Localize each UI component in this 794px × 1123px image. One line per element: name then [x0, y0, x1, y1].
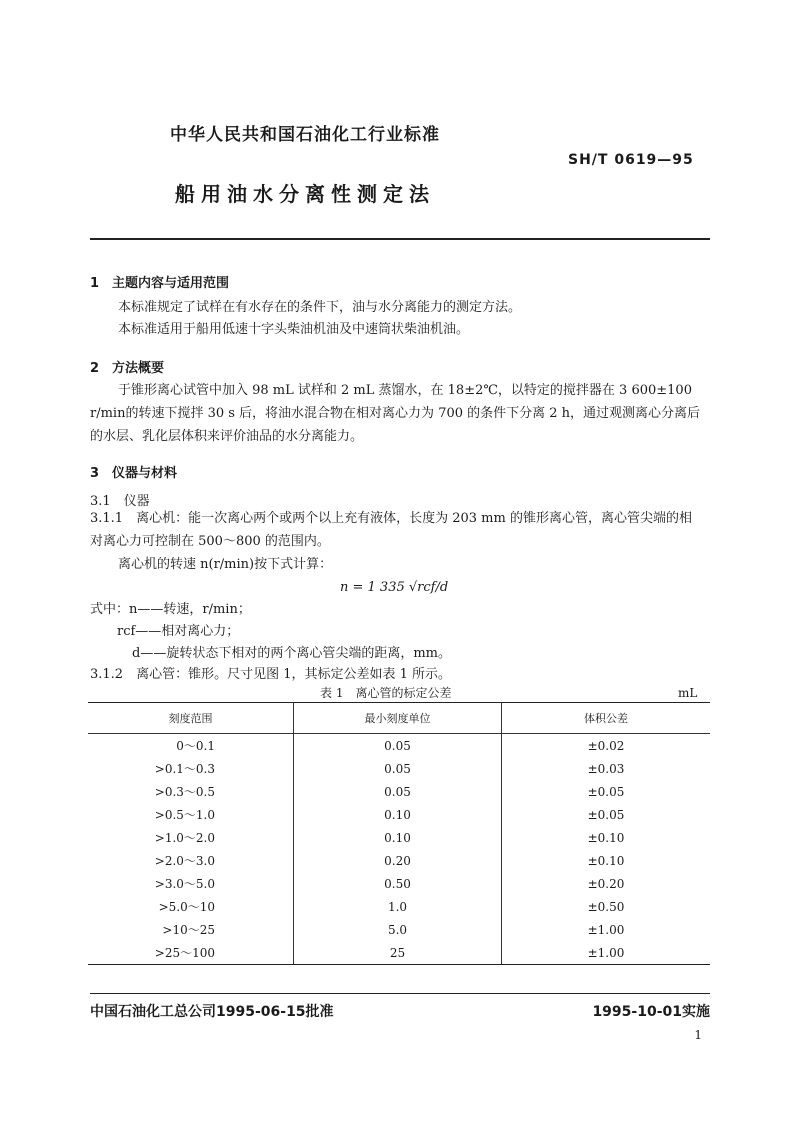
min-division-cell: 0.05: [294, 757, 502, 780]
range-cell: >1.0～2.0: [154, 831, 215, 845]
section-1-title: 1 主题内容与适用范围: [90, 276, 230, 291]
table-row: [88, 849, 710, 872]
table-row: [88, 826, 710, 849]
header-volume-tolerance: 体积公差: [502, 703, 711, 734]
section-2-line-2: r/min的转速下搅拌 30 s 后，将油水混合物在相对离心力为 700 的条件下分离 2 h，通过观测离心分离后: [90, 406, 701, 421]
table-row: [88, 941, 710, 965]
range-cell: >5.0～10: [158, 900, 215, 914]
range-cell: >10～25: [162, 923, 215, 937]
where-d: d——旋转状态下相对的两个离心管尖端的距离，mm。: [132, 646, 451, 661]
header-min-division: 最小刻度单位: [294, 703, 502, 734]
range-cell: >25～100: [154, 946, 215, 960]
tolerance-cell: ±1.00: [502, 918, 711, 941]
rpm-formula: n = 1 335 √rcf/d: [340, 580, 449, 595]
tolerance-cell: ±0.10: [502, 849, 711, 872]
min-division-cell: 0.05: [294, 780, 502, 803]
tolerance-cell: ±0.03: [502, 757, 711, 780]
section-1-paragraph-1: 本标准规定了试样在有水存在的条件下，油与水分离能力的测定方法。: [118, 300, 522, 315]
table-header-row: [88, 703, 710, 734]
header-rule: [90, 238, 710, 240]
tolerance-cell: ±0.02: [502, 734, 711, 758]
section-3-1-2: 3.1.2 离心管：锥形。尺寸见图 1，其标定公差如表 1 所示。: [90, 667, 452, 682]
range-cell: >0.3～0.5: [154, 785, 215, 799]
tolerance-table: [88, 702, 710, 965]
min-division-cell: 0.50: [294, 872, 502, 895]
table-row: [88, 895, 710, 918]
range-cell: >0.1～0.3: [154, 762, 215, 776]
table-row: [88, 757, 710, 780]
section-3-title: 3 仪器与材料: [90, 466, 178, 481]
section-2-line-1: 于锥形离心试管中加入 98 mL 试样和 2 mL 蒸馏水，在 18±2℃，以特定的搅拌器在 3 600±100: [118, 383, 692, 398]
header-range: 刻度范围: [88, 703, 294, 734]
range-cell: 0～0.1: [176, 739, 215, 753]
table-row: [88, 872, 710, 895]
tolerance-cell: ±0.50: [502, 895, 711, 918]
table-unit: mL: [678, 686, 698, 700]
min-division-cell: 1.0: [294, 895, 502, 918]
section-3-1-1-rpm-intro: 离心机的转速 n(r/min)按下式计算：: [118, 557, 333, 572]
table-caption: 表 1 离心管的标定公差: [320, 686, 452, 700]
tolerance-cell: ±0.20: [502, 872, 711, 895]
tolerance-cell: ±1.00: [502, 941, 711, 965]
min-division-cell: 25: [294, 941, 502, 965]
table-row: [88, 803, 710, 826]
approval-line: 中国石油化工总公司1995-06-15批准: [90, 1004, 334, 1020]
footer-rule: [90, 993, 710, 994]
section-3-1-1-line-1: 3.1.1 离心机：能一次离心两个或两个以上充有液体，长度为 203 mm 的锥形离心管，离心管尖端的相: [90, 511, 692, 526]
tolerance-cell: ±0.05: [502, 780, 711, 803]
section-3-1-title: 3.1 仪器: [90, 494, 150, 509]
range-cell: >2.0～3.0: [154, 854, 215, 868]
standard-authority: 中华人民共和国石油化工行业标准: [170, 125, 440, 145]
range-cell: >0.5～1.0: [154, 808, 215, 822]
min-division-cell: 0.10: [294, 826, 502, 849]
standard-code: SH/T 0619—95: [568, 152, 694, 168]
min-division-cell: 0.05: [294, 734, 502, 758]
table-row: [88, 734, 710, 758]
min-division-cell: 5.0: [294, 918, 502, 941]
tolerance-cell: ±0.10: [502, 826, 711, 849]
min-division-cell: 0.20: [294, 849, 502, 872]
section-2-line-3: 的水层、乳化层体积来评价油品的水分离能力。: [90, 429, 364, 444]
min-division-cell: 0.10: [294, 803, 502, 826]
tolerance-cell: ±0.05: [502, 803, 711, 826]
section-3-1-1-line-2: 对离心力可控制在 500～800 的范围内。: [90, 534, 330, 549]
range-cell: >3.0～5.0: [154, 877, 215, 891]
section-2-title: 2 方法概要: [90, 361, 165, 376]
page-number: 1: [694, 1028, 702, 1042]
where-n: 式中：n——转速，r/min；: [90, 602, 251, 617]
where-rcf: rcf——相对离心力；: [117, 624, 240, 639]
table-row: [88, 780, 710, 803]
document-title: 船用油水分离性测定法: [175, 182, 435, 206]
section-1-paragraph-2: 本标准适用于船用低速十字头柴油机油及中速筒状柴油机油。: [118, 322, 470, 337]
table-row: [88, 918, 710, 941]
effective-date: 1995-10-01实施: [592, 1004, 710, 1020]
